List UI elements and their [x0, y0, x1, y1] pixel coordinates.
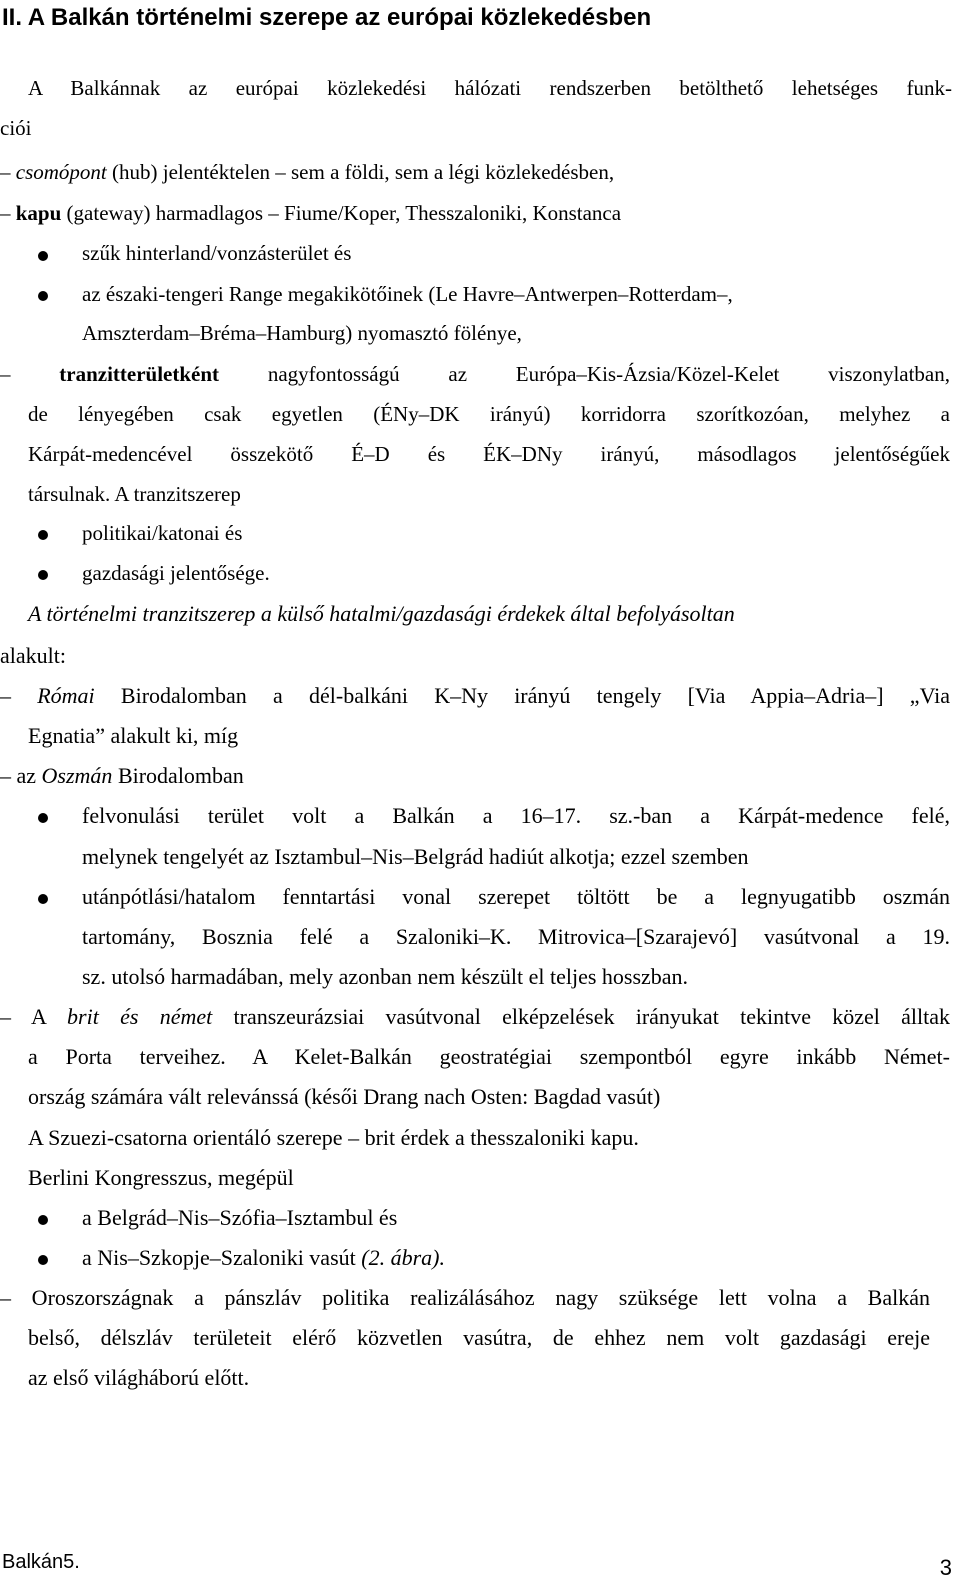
- paragraph-line: A Balkánnak az európai közlekedési hálózati rendszerben betölthető lehetséges funk-: [28, 76, 952, 100]
- paragraph-line: A történelmi tranzitszerep a külső hatalmi/gazdasági érdekek által befolyásoltan: [28, 601, 735, 626]
- paragraph-line: ország számára vált relevánssá (késői Drang nach Osten: Bagdad vasút): [28, 1084, 661, 1109]
- paragraph-line: de lényegében csak egyetlen (ÉNy–DK irányú) korridorra szorítkozóan, melyhez a: [28, 402, 950, 426]
- paragraph-line: az első világháború előtt.: [28, 1365, 250, 1390]
- bullet-icon: [38, 570, 48, 580]
- page-title: II. A Balkán történelmi szerepe az európai közlekedésben: [2, 4, 652, 31]
- bullet-icon: [38, 1255, 48, 1265]
- paragraph-line: Kárpát-medencével összekötő É–D és ÉK–DNy irányú, másodlagos jelentőségűek: [28, 442, 950, 466]
- bullet-icon: [38, 530, 48, 540]
- paragraph-line: Amszterdam–Bréma–Hamburg) nyomasztó fölénye,: [82, 321, 522, 345]
- list-item: – Római Birodalomban a dél-balkáni K–Ny irányú tengely [Via Appia–Adria–] „Via: [0, 683, 951, 708]
- list-item: felvonulási terület volt a Balkán a 16–17. sz.-ban a Kárpát-medence felé,: [82, 803, 950, 828]
- list-item: a Belgrád–Nis–Szófia–Isztambul és: [82, 1205, 398, 1230]
- paragraph-line: Egnatia” alakult ki, míg: [28, 723, 239, 748]
- page-number: 3: [939, 1555, 952, 1580]
- paragraph-line: ciói: [0, 116, 32, 140]
- bullet-icon: [38, 894, 48, 904]
- list-item: az északi-tengeri Range megakikötőinek (Le Havre–Antwerpen–Rotterdam–,: [82, 282, 733, 306]
- paragraph-line: Berlini Kongresszus, megépül: [28, 1165, 294, 1190]
- bullet-icon: [38, 291, 48, 301]
- paragraph-line: belső, délszláv területeit elérő közvetlen vasútra, de ehhez nem volt gazdasági ereje: [28, 1325, 930, 1350]
- list-item: – kapu (gateway) harmadlagos – Fiume/Koper, Thesszaloniki, Konstanca: [0, 201, 622, 225]
- bullet-icon: [38, 1215, 48, 1225]
- list-item: gazdasági jelentősége.: [82, 561, 270, 585]
- paragraph-line: alakult:: [0, 643, 66, 668]
- list-item: – Oroszországnak a pánszláv politika realizálásához nagy szüksége lett volna a Balkán: [0, 1285, 930, 1310]
- paragraph-line: társulnak. A tranzitszerep: [28, 482, 241, 506]
- bullet-icon: [38, 813, 48, 823]
- paragraph-line: sz. utolsó harmadában, mely azonban nem készült el teljes hosszban.: [82, 964, 689, 989]
- list-item: – A brit és német transzeurázsiai vasútvonal elképzelések irányukat tekintve közel álltak: [0, 1004, 951, 1029]
- list-item: a Nis–Szkopje–Szaloniki vasút (2. ábra).: [82, 1245, 445, 1270]
- paragraph-line: a Porta terveihez. A Kelet-Balkán geostratégiai szempontból egyre inkább Német-: [28, 1044, 950, 1069]
- list-item: szűk hinterland/vonzásterület és: [82, 241, 352, 265]
- paragraph-line: melynek tengelyét az Isztambul–Nis–Belgrád hadiút alkotja; ezzel szemben: [82, 844, 749, 869]
- paragraph-line: tartomány, Bosznia felé a Szaloniki–K. Mitrovica–[Szarajevó] vasútvonal a 19.: [82, 924, 950, 949]
- paragraph-line: A Szuezi-csatorna orientáló szerepe – brit érdek a thesszaloniki kapu.: [28, 1125, 639, 1150]
- list-item: – tranzitterületként nagyfontosságú az Európa–Kis-Ázsia/Közel-Kelet viszonylatban,: [0, 362, 951, 386]
- list-item: politikai/katonai és: [82, 521, 243, 545]
- footer-label: Balkán5.: [2, 1551, 80, 1573]
- list-item: – az Oszmán Birodalomban: [0, 763, 244, 788]
- list-item: – csomópont (hub) jelentéktelen – sem a földi, sem a légi közlekedésben,: [0, 160, 615, 184]
- list-item: utánpótlási/hatalom fenntartási vonal szerepet töltött be a legnyugatibb oszmán: [82, 884, 950, 909]
- bullet-icon: [38, 251, 48, 261]
